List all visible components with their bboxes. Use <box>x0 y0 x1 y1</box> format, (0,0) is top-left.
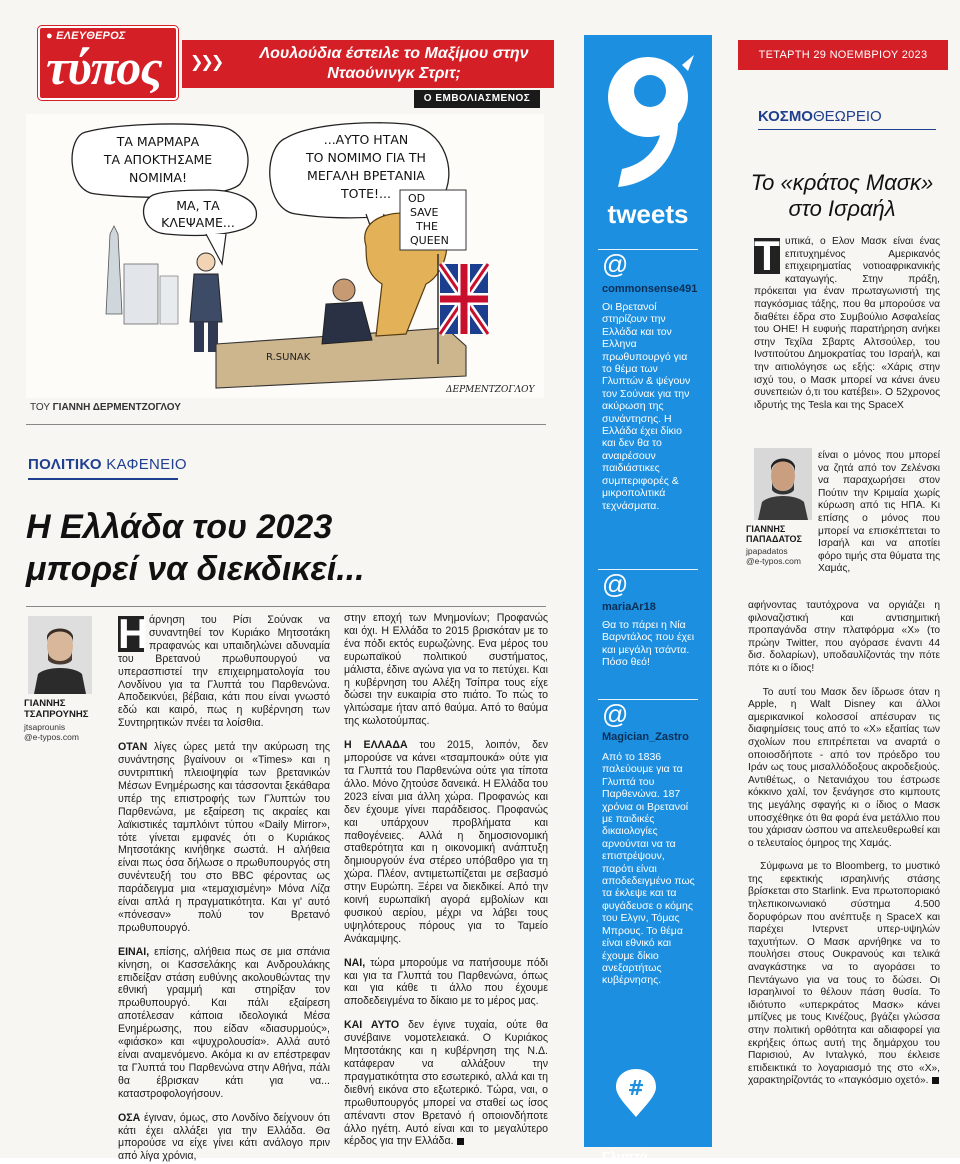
divider <box>26 424 546 425</box>
political-cartoon <box>26 114 544 398</box>
top-banner <box>182 40 554 88</box>
bubble1-line1: ΤΑ ΜΑΡΜΑΡΑ <box>116 134 200 149</box>
section-underline <box>758 129 936 130</box>
kosmo-bold: ΚΟΣΜΟ <box>758 108 813 125</box>
hashtag-pin-icon <box>614 1067 658 1119</box>
eleftheros-typos-logo <box>38 26 178 100</box>
bubble1-line3: ΝΟΜΙΜΑ! <box>128 170 188 185</box>
section-underline <box>28 478 178 480</box>
cartoon-credit <box>30 402 181 413</box>
paragraph: Τ υπικά, ο Ελον Μασκ είναι ένας επιτυχημένος Αμερικανός επιχειρηματίας νοτιοαφρικανικής καταγωγής. Στην πράξη, πρόκειται για έναν πρωταγωνιστή της παγκόσμιας τάξης, που θα μπορούσε να διαθέτει έδρα στο Συμβούλιο Ασφαλείας του ΟΗΕ! Η ευφυής παρατήρηση ανήκει στην Τεχίλα Σβαρτς Αλτσούλερ, του Ινστιτούτου Δημοκρατίας του Ισραήλ, και την αιτιολόγησε ως εξής: «Χάρις στην ισχύ του, ο Μασκ μπορεί να κάνει άνευ συνεπειών ό,τι του κατέβει». Ο 52χρονος ιδρυτής της Tesla και της SpaceX <box>754 232 940 411</box>
paragraph: ΟΤΑΝ λίγες ώρες μετά την ακύρωση της συνάντησης βγαίνουν οι «Times» και η συντριπτική πλειοψηφία των βρετανικών Μέσων Ενημέρωσης και τάσσονται ξεκάθαρα υπέρ της επιστροφής των Γλυπτών του Παρθενώνα, με εξαίρεση τις ακραίες και λαϊκιστικές ταμπλόιντ τύπου «Daily Mirror», τότε γίνεται εμφανές ότι ο Κυριάκος Μητσοτάκης κινήθηκε σωστά. Η αλήθεια είναι πως όσα δήλωσε ο πρωθυπουργός στη συνέντευξή του στο BBC φέροντας ως παράδειγμα μια «τεμαχισμένη» Μόνα Λίζα είναι απλά η πραγματικότητα. Και γι' αυτό «πόνεσαν» πολύ τον Βρετανό πρωθυπουργό. <box>118 741 330 934</box>
author-photo <box>28 616 92 694</box>
paragraph: είναι ο μόνος που μπορεί να ζητά από τον Ζελένσκι να παραχωρήσει στον Πούτιν την Κριμαία χωρίς κύρωση από τις ΗΠΑ. Κι επίσης ο μόνος που μπορεί να επισκέπτεται το Ισραήλ και να αποτίει φόρο τιμής στα θύματα της Χαμάς, <box>818 450 940 575</box>
paragraph: ΚΑΙ ΑΥΤΟ δεν έγινε τυχαία, ούτε θα συνέβαινε νομοτελειακά. Ο Κυριάκος Μητσοτάκης και η κυβέρνηση της Ν.Δ. κατάφεραν να αλλάξουν την πραγματικότητα στο εσωτερικό, αλλά και τη διεθνή εικόνα στο εξωτερικό. Τώρα, ναι, ο πρωθυπουργός μπορεί να σταθεί ως ίσος απέναντι στον Βρετανό ή οποιονδήποτε άλλο ηγέτη. Αυτό είναι και το μεγαλύτερο κέρδος για την Ελλάδα. <box>344 1019 548 1148</box>
logo-main-text: τύπος <box>46 39 162 95</box>
paragraph: στην εποχή των Μνημονίων; Προφανώς και όχι. Η Ελλάδα το 2015 βρισκόταν με το ένα πόδι εκτός ευρωζώνης. Ενα μέρος του ευρωπαϊκού πολιτικού συστήματος, μάλιστα, έδινε αγώνα για να το πετύχει. Και η κυβέρνηση του Αλέξη Τσίπρα τους είχε δώσει την ευκαιρία στο πιάτο. Το πώς το γλιτώσαμε ήταν από θαύμα. Από το θαύμα της κωλοτούμπας. <box>344 612 548 728</box>
section-label-light: ΚΑΦΕΝΕΙΟ <box>101 456 187 473</box>
article-column-1 <box>118 610 330 1163</box>
paragraph: Σύμφωνα με το Bloomberg, το μυστικό της εφεκτικής ισραηλινής στάσης βρίσκεται στο Starlink. Ενα πρωτοποριακό τηλεπικοινωνιακό σύστημα 4.500 δορυφόρων που ανέπτυξε η SpaceX και παρέχει Ιντερνετ υπερ-υψηλών ταχυτήτων. Ο Μασκ αρνήθηκε να το πουλήσει στους Ουκρανούς και τελικά αναγκάστηκε να το αγοράσει το Πεντάγωνο για να τους το δώσει. Οι Ισραηλινοί το θέλουν πάση θυσία. Το ιδιότυπο «υπερκράτος Μασκ» κάνει μπίζνες με τους Κινέζους, βγάζει γλώσσα στην πολιτική ορθότητα και αδιαφορεί για εκρήξεις όπως αυτή της δημάρχου του Παρισιού, Αν Ινταλγκό, που έκλεισε επιδεικτικά το λογαριασμό της στο «Χ», χαρακτηρίζοντάς το «παγκόσμιο οχετό». <box>748 861 940 1087</box>
section-label <box>28 456 187 473</box>
at-icon: @ <box>602 249 629 279</box>
article-column-2 <box>344 612 548 1148</box>
right-author-name: ΓΙΑΝΝΗΣ ΠΑΠΑΔΑΤΟΣ <box>746 524 802 544</box>
section-label-kosmo <box>758 108 882 125</box>
tweet-handle[interactable]: commonsense491 <box>602 283 698 295</box>
paragraph: αφήνοντας ταυτόχρονα να οργιάζει η φιλοναζιστική και αντισημιτική προπαγάνδα στην πλατφόρμα «Χ» (το πρώην Twitter, που αγόρασε έναντι 44 δισ. δολαρίων), υποδαυλίζοντάς την πότε πότε κι ο ίδιος! <box>748 600 940 674</box>
logo-top-text: ● ΕΛΕΥΘΕΡΟΣ <box>46 30 126 42</box>
author-name: ΓΙΑΝΝΗΣ ΤΣΑΠΡΟΥΝΗΣ <box>24 698 89 720</box>
column-tag: Ο ΕΜΒΟΛΙΑΣΜΕΝΟΣ <box>414 90 540 108</box>
paragraph: Η ΕΛΛΑΔΑ του 2015, λοιπόν, δεν μπορούσε να κάνει «τσαμπουκά» ούτε για τα Γλυπτά του Παρθενώνα ούτε για τίποτα άλλο. Μόνο ζητούσε δανεικά. Η Ελλάδα του 2023 είναι μια άλλη χώρα. Προφανώς και δεν έχουμε γίνει παράδεισος. Προφανώς και υπάρχουν προβλήματα και παθογένειες. Αλλά η δημοσιονομική σταθερότητα και η οικονομική ανάπτυξη δημιουργούν ένα στέρεο υπόβαθρο για τη χώρα. Πλέον, αντιμετωπίζεται με σεβασμό στην Ευρώπη. Ξέρει να διεκδικεί. Από την κοινή ευρωπαϊκή αγορά εμβολίων και φυσικού αερίου, μέχρι να λάβει τους υψηλότερους πόρους για το Ταμείο Ανάκαμψης. <box>344 739 548 945</box>
sign-line3: THE <box>416 220 438 233</box>
right-author-portrait-icon <box>754 448 812 520</box>
tweet-text: Από το 1836 παλεύουμε για τα Γλυπτά του Παρθενώνα. 187 χρόνια οι Βρετανοί με παιδικές δικαιολογίες αρνούνται να τα επιστρέψουν, παρότι είναι αποδεδειγμένο πως τα έκλεψε και τα φυγάδευσε ο κόμης του Ελγιν, Τόμας Μπρους. Το θέμα είναι εθνικό και έχουμε δίκιο ανεξαρτήτως κυβέρνησης. <box>602 751 695 987</box>
paragraph: ΕΙΝΑΙ, επίσης, αλήθεια πως σε μια σπάνια κίνηση, οι Κασσελάκης και Ανδρουλάκης επιδείξαν στάση ευθύνης ακολουθώντας την εθνική γραμμή και στηρίξαν τον πρωθυπουργό. Και πάλι εξαίρεση αποτέλεσαν κάποια ιδεολογικά Μέσα Ενημέρωσης, που είδαν «διασυρμούς», «φιάσκο» και «ψυχρολουσία». Αλλά αυτό είναι αναμενόμενο. Ακόμα κι αν επέστρεφαν τα Γλυπτά του Παρθενώνα στην Αθήνα, πάλι θα έβρισκαν κάτι για να... καταστροφολογήσουν. <box>118 945 330 1100</box>
bubble1-line2: ΤΑ ΑΠΟΚΤΗΣΑΜΕ <box>103 152 213 167</box>
tweet-handle[interactable]: mariaAr18 <box>602 601 656 613</box>
tweet-text: Οι Βρετανοί στηρίζουν την Ελλάδα και τον Ελληνα πρωθυπουργό για το θέμα των Γλυπτών & ψέγουν τον Σούνακ για την ακύρωση της συνάντησης. Η Ελλάδα έχει δίκιο και δεν θα το αναιρέσουν παιδιάστικες συμπεριφορές & μικροπολιτικά τεχνάσματα. <box>602 301 691 512</box>
bubble3-line3: ΜΕΓΑΛΗ ΒΡΕΤΑΝΙΑ <box>307 168 425 183</box>
article-headline <box>26 506 546 590</box>
dropcap: Η <box>118 610 149 657</box>
paragraph: ΝΑΙ, τώρα μπορούμε να πατήσουμε πόδι και για τα Γλυπτά του Παρθενώνα, όπως και για κάθε τι άλλο που έχουμε αποδεδειγμένα το δίκαιο με το μέρος μας. <box>344 956 548 1008</box>
right-author-photo <box>754 448 812 520</box>
bubble2-line2: ΚΛΕΨΑΜΕ... <box>161 215 235 230</box>
headline-line1: Η Ελλάδα του 2023 <box>26 508 333 546</box>
sign-line2: SAVE <box>410 206 439 219</box>
paragraph: ΟΣΑ έγιναν, όμως, στο Λονδίνο δείχνουν ότι κάτι έχει αλλάξει για την Ελλάδα. Θα μπορούσε να είχε γίνει κάτι ανάλογο πριν από λίγα χρόνια, <box>118 1111 330 1163</box>
tweet-handle[interactable]: Magician_Zastro <box>602 731 689 743</box>
tweets-title: tweets <box>607 199 689 229</box>
right-column-bottom <box>748 600 940 1148</box>
right-column-beside-photo <box>818 450 940 600</box>
banner-headline: Λουλούδια έστειλε το Μαξίμου στην Νταούνινγκ Στριτ; <box>259 45 529 82</box>
right-author-email: jpapadatos @e-typos.com <box>746 546 801 566</box>
tweet-text: Θα το πάρει η Νία Βαρντάλος που έχει και μεγάλη τσάντα. Πόσο θεό! <box>602 619 695 669</box>
section-label-bold: ΠΟΛΙΤΙΚΟ <box>28 456 102 473</box>
bubble3-line4: ΤΟΤΕ!... <box>341 186 391 201</box>
banner-arrows-icon: ❯❯❯ <box>190 52 222 71</box>
bubble3-line2: ΤΟ ΝΟΜΙΜΟ ΓΙΑ ΤΗ <box>306 150 426 165</box>
date-bar: ΤΕΤΑΡΤΗ 29 ΝΟΕΜΒΡΙΟΥ 2023 <box>738 40 948 70</box>
credit-name: ΓΙΑΝΝΗ ΔΕΡΜΕΝΤΖΟΓΛΟΥ <box>52 402 181 413</box>
bubble2-line1: ΜΑ, ΤΑ <box>176 198 220 213</box>
paragraph: Η άρνηση του Ρίσι Σούνακ να συναντηθεί τον Κυριάκο Μητσοτάκη πραφανώς και υπαιδηλώνει αδυναμία του Βρετανού πρωθυπουργού να υπερασπιστεί την επιχειρηματολογία του Λονδίνου για τα Γλυπτά του Παρθενώνα. Αποδεικνύει, βέβαια, κάτι που είναι γνωστό εδώ και καιρό, πως η κυβέρνηση των Συντηρητικών πνέει τα λοίσθια. <box>118 610 330 730</box>
cartoonist-signature: ΔΕΡΜΕΝΤΖΟΓΛΟΥ <box>446 385 535 395</box>
desk-nameplate: R.SUNAK <box>266 352 311 363</box>
sign-line1: OD <box>408 192 426 205</box>
right-headline: Το «κράτος Μασκ» στο Ισραήλ <box>750 170 934 221</box>
hashtag-label[interactable]: Γλυπτά <box>602 1149 648 1164</box>
cartoon-drawing <box>26 114 544 398</box>
svg-text:#: # <box>627 1076 645 1100</box>
tweets-strip <box>584 35 712 1164</box>
bubble3-line1: ...ΑΥΤΟ ΗΤΑΝ <box>323 132 409 147</box>
end-mark-icon <box>457 1138 464 1145</box>
at-icon: @ <box>602 699 629 729</box>
kosmo-light: ΘΕΩΡΕΙΟ <box>812 108 882 125</box>
sign-line4: QUEEN <box>410 234 449 247</box>
paragraph: Το αυτί του Μασκ δεν ίδρωσε όταν η Apple, η Walt Disney και άλλοι αμερικανικοί κολοσσοί απέσυραν τις διαφημίσεις τους από το «Χ» εξαιτίας των σχολίων που επιτρέπεται να αναρτά ο οποιοσδήποτε - από τον πρόεδρο του Ιράν ως τους μισαλλόδοξους ακροδεξιούς. Αντιθέτως, ο Νετανιάχου του έστρωσε κόκκινο χαλί, τον ξενάγησε στο κιμπουτς της μεγάλης σφαγής κι ο ίδιος ο Μασκ υποσχέθηκε ότι θα φορά ένα μετάλλιο που του χάρισαν ώσπου να απελευθερωθεί και ο τελευταίος όμηρος της Χαμάς. <box>748 686 940 849</box>
at-icon: @ <box>602 569 629 599</box>
credit-prefix: ΤΟΥ <box>30 402 50 413</box>
divider <box>26 606 546 607</box>
tweets-nine-logo-icon <box>600 45 696 195</box>
dropcap: Τ <box>754 232 780 279</box>
headline-line2: μπορεί να διεκδικεί... <box>26 550 365 588</box>
author-portrait-icon <box>28 616 92 694</box>
right-column-top <box>754 232 940 452</box>
end-mark-icon <box>932 1077 939 1084</box>
author-email: jtsaprounis @e-typos.com <box>24 722 79 742</box>
